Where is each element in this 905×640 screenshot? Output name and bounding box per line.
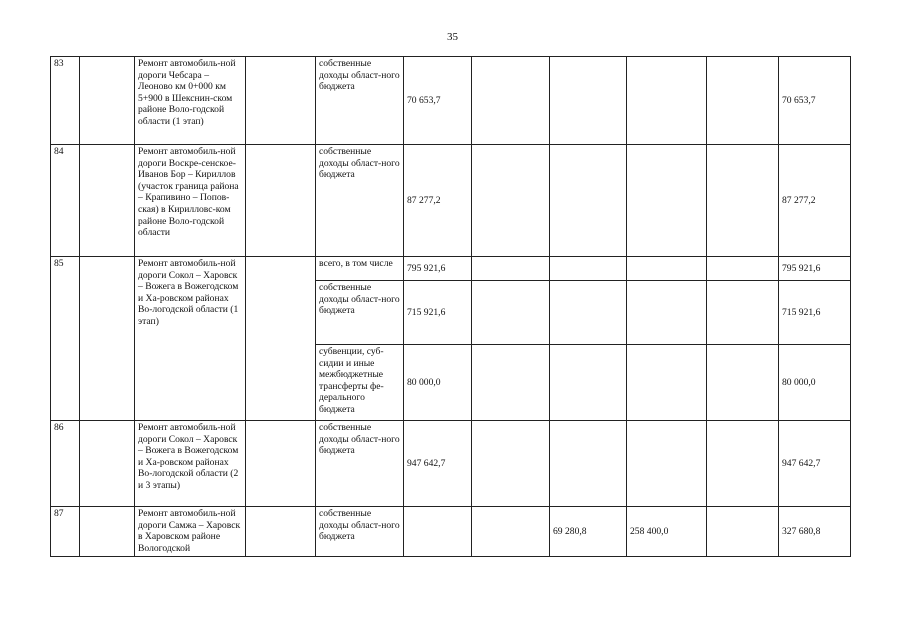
value-cell bbox=[404, 507, 472, 557]
value-cell bbox=[707, 281, 779, 345]
value-cell: 69 280,8 bbox=[550, 507, 627, 557]
value-cell bbox=[707, 345, 779, 421]
value-cell bbox=[627, 145, 707, 257]
value-cell: 70 653,7 bbox=[404, 57, 472, 145]
total-cell: 947 642,7 bbox=[779, 421, 851, 507]
total-cell: 70 653,7 bbox=[779, 57, 851, 145]
value-cell: 715 921,6 bbox=[404, 281, 472, 345]
value-cell bbox=[707, 507, 779, 557]
row-number: 86 bbox=[51, 421, 80, 507]
funding-source: собственные доходы област-ного бюджета bbox=[316, 57, 404, 145]
value-cell bbox=[472, 421, 550, 507]
value-cell bbox=[472, 57, 550, 145]
value-cell: 795 921,6 bbox=[404, 257, 472, 281]
total-cell: 715 921,6 bbox=[779, 281, 851, 345]
table-row bbox=[51, 145, 851, 257]
value-cell bbox=[707, 57, 779, 145]
value-cell bbox=[627, 281, 707, 345]
value-cell: 87 277,2 bbox=[404, 145, 472, 257]
empty-cell bbox=[246, 257, 316, 421]
value-cell bbox=[472, 257, 550, 281]
object-name: Ремонт автомобиль-ной дороги Чебсара – Леоново км 0+000 км 5+900 в Шекснин-ском районе Воло-годской области (1 этап) bbox=[135, 57, 246, 145]
total-cell: 795 921,6 bbox=[779, 257, 851, 281]
value-cell bbox=[707, 421, 779, 507]
value-cell bbox=[627, 57, 707, 145]
value-cell bbox=[627, 257, 707, 281]
empty-cell bbox=[246, 145, 316, 257]
empty-cell bbox=[80, 421, 135, 507]
value-cell bbox=[550, 257, 627, 281]
total-cell: 87 277,2 bbox=[779, 145, 851, 257]
row-number: 85 bbox=[51, 257, 80, 421]
row-number: 84 bbox=[51, 145, 80, 257]
value-cell bbox=[472, 345, 550, 421]
value-cell: 80 000,0 bbox=[404, 345, 472, 421]
empty-cell bbox=[80, 145, 135, 257]
object-name: Ремонт автомобиль-ной дороги Воскре-сенское-Иванов Бор – Кириллов (участок граница района – Крапивино – Попов-ская) в Кирилловс-ком районе Воло-годской области bbox=[135, 145, 246, 257]
value-cell bbox=[627, 345, 707, 421]
funding-source: всего, в том числе bbox=[316, 257, 404, 281]
table-row bbox=[51, 57, 851, 145]
funding-source: собственные доходы област-ного бюджета bbox=[316, 145, 404, 257]
empty-cell bbox=[80, 257, 135, 421]
object-name: Ремонт автомобиль-ной дороги Сокол – Харовск – Вожега в Вожегодском и Ха-ровском районах Во-логодской области (2 и 3 этапы) bbox=[135, 421, 246, 507]
value-cell bbox=[472, 507, 550, 557]
funding-source: собственные доходы област-ного бюджета bbox=[316, 507, 404, 557]
empty-cell bbox=[246, 57, 316, 145]
object-name: Ремонт автомобиль-ной дороги Самжа – Харовск в Харовском районе Вологодской bbox=[135, 507, 246, 557]
total-cell: 327 680,8 bbox=[779, 507, 851, 557]
value-cell: 947 642,7 bbox=[404, 421, 472, 507]
value-cell: 258 400,0 bbox=[627, 507, 707, 557]
page-number: 35 bbox=[447, 31, 458, 43]
table-row bbox=[51, 507, 851, 557]
value-cell bbox=[472, 281, 550, 345]
value-cell bbox=[550, 281, 627, 345]
value-cell bbox=[707, 257, 779, 281]
empty-cell bbox=[80, 507, 135, 557]
value-cell bbox=[707, 145, 779, 257]
row-number: 87 bbox=[51, 507, 80, 557]
empty-cell bbox=[80, 57, 135, 145]
value-cell bbox=[550, 345, 627, 421]
table-row bbox=[51, 257, 851, 281]
empty-cell bbox=[246, 421, 316, 507]
object-name: Ремонт автомобиль-ной дороги Сокол – Харовск – Вожега в Вожегодском и Ха-ровском районах Во-логодской области (1 этап) bbox=[135, 257, 246, 421]
empty-cell bbox=[246, 507, 316, 557]
row-number: 83 bbox=[51, 57, 80, 145]
value-cell bbox=[472, 145, 550, 257]
value-cell bbox=[550, 57, 627, 145]
value-cell bbox=[627, 421, 707, 507]
funding-source: субвенции, суб-сидии и иные межбюджетные трансферты фе-дерального бюджета bbox=[316, 345, 404, 421]
total-cell: 80 000,0 bbox=[779, 345, 851, 421]
funding-source: собственные доходы област-ного бюджета bbox=[316, 281, 404, 345]
table-row bbox=[51, 421, 851, 507]
funding-source: собственные доходы област-ного бюджета bbox=[316, 421, 404, 507]
value-cell bbox=[550, 145, 627, 257]
budget-table bbox=[50, 56, 851, 557]
value-cell bbox=[550, 421, 627, 507]
